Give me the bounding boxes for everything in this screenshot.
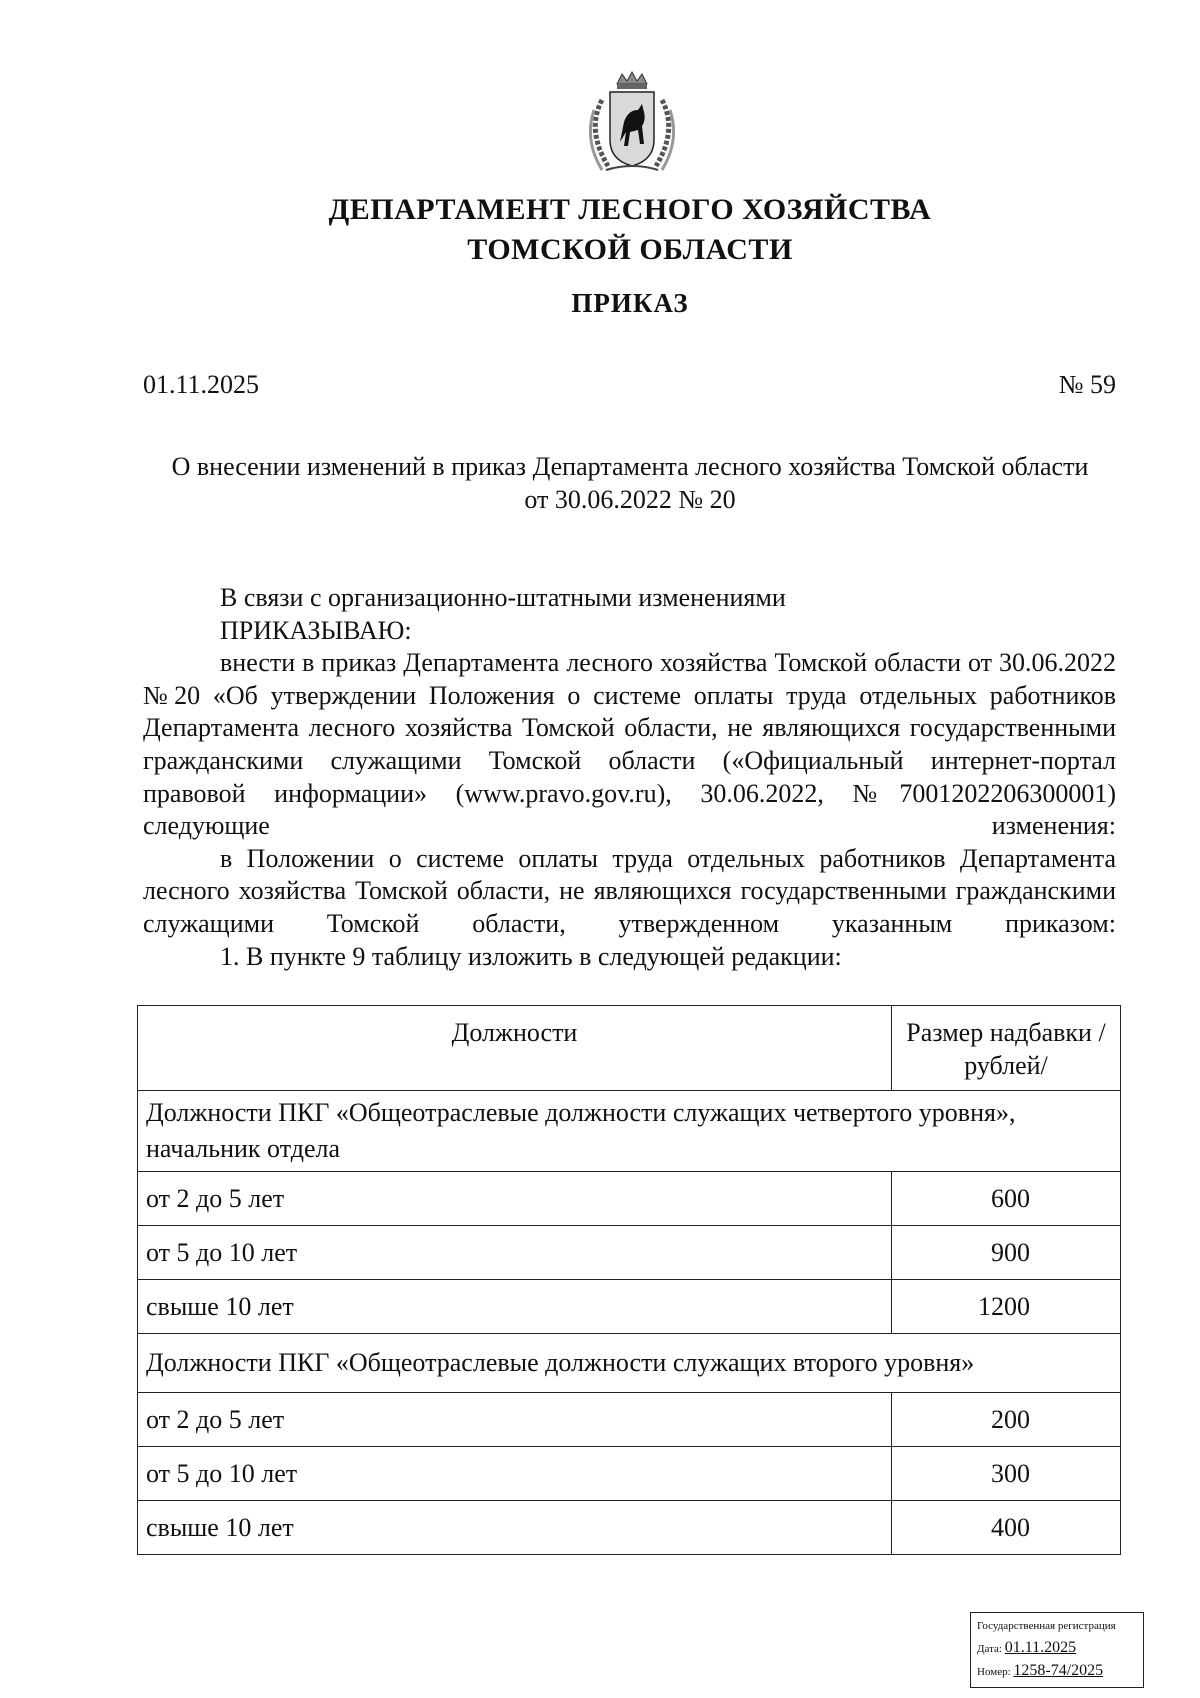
table-cell-value: 600: [892, 1172, 1121, 1226]
table-cell-value: 400: [892, 1501, 1121, 1555]
body-paragraph: ПРИКАЗЫВАЮ:: [220, 615, 412, 645]
department-name: [0, 190, 1200, 270]
body-paragraph: В связи с организационно-штатными изменениями: [220, 583, 786, 612]
table-row: [138, 1501, 1121, 1555]
table-cell-value: 900: [892, 1226, 1121, 1280]
stamp-number-value: 1258-74/2025: [1013, 1662, 1104, 1679]
stamp-date-label: Дата:: [977, 1643, 1002, 1655]
table-row: [138, 1393, 1121, 1447]
order-date: 01.11.2025: [143, 370, 260, 399]
table-cell-value: 300: [892, 1447, 1121, 1501]
table-cell-label: свыше 10 лет: [138, 1280, 892, 1334]
stamp-date-line: [977, 1637, 1137, 1660]
table-header-amount: Размер надбавки /рублей/: [892, 1006, 1121, 1091]
document-type: ПРИКАЗ: [571, 288, 689, 318]
allowance-table: [137, 1005, 1121, 1555]
order-body: [143, 582, 1116, 973]
stamp-number-line: [977, 1660, 1137, 1683]
registration-stamp: [970, 1612, 1144, 1688]
table-cell-value: 1200: [892, 1280, 1121, 1334]
table-group-title: Должности ПКГ «Общеотраслевые должности служащих второго уровня»: [138, 1334, 1121, 1393]
table-header-row: [138, 1006, 1121, 1091]
table-cell-label: от 2 до 5 лет: [138, 1172, 892, 1226]
table-group-row: [138, 1091, 1121, 1172]
table-cell-label: от 5 до 10 лет: [138, 1226, 892, 1280]
table-header-positions: Должности: [138, 1006, 892, 1091]
department-line-2: ТОМСКОЙ ОБЛАСТИ: [467, 233, 793, 266]
order-number: № 59: [1058, 370, 1116, 399]
table-row: [138, 1447, 1121, 1501]
stamp-title: Государственная регистрация: [977, 1620, 1116, 1632]
body-paragraph: в Положении о системе оплаты труда отдельных работников Департамента лесного хозяйства Томской области, не являющихся государственными гражданскими служащими Томской области, утвержденном указанным приказом:: [143, 843, 1116, 938]
body-paragraph: 1. В пункте 9 таблицу изложить в следующей редакции:: [220, 941, 842, 971]
table-row: [138, 1280, 1121, 1334]
table-cell-label: от 2 до 5 лет: [138, 1393, 892, 1447]
body-paragraph: внести в приказ Департамента лесного хозяйства Томской области от 30.06.2022 №20 «Об утверждении Положения о системе оплаты труда отдельных работников Департамента лесного хозяйства Томской области, не являющихся государственными гражданскими служащими Томской области («Официальный интернет-портал правовой информации» (www.pravo.gov.ru), 30.06.2022, №7001202206300001) следующие изменения:: [143, 648, 1116, 841]
order-subject: О внесении изменений в приказ Департамента лесного хозяйства Томской области от 30.06.2022 № 20: [171, 452, 1089, 514]
table-cell-label: от 5 до 10 лет: [138, 1447, 892, 1501]
table-row: [138, 1172, 1121, 1226]
stamp-number-label: Номер:: [977, 1666, 1011, 1678]
table-group-title: Должности ПКГ «Общеотраслевые должности служащих четвертого уровня», начальник отдела: [138, 1091, 1121, 1172]
table-row: [138, 1226, 1121, 1280]
coat-of-arms-icon: [572, 70, 692, 180]
stamp-date-value: 01.11.2025: [1004, 1639, 1077, 1656]
table-group-row: [138, 1334, 1121, 1393]
table-cell-label: свыше 10 лет: [138, 1501, 892, 1555]
department-line-1: ДЕПАРТАМЕНТ ЛЕСНОГО ХОЗЯЙСТВА: [328, 193, 932, 226]
table-cell-value: 200: [892, 1393, 1121, 1447]
